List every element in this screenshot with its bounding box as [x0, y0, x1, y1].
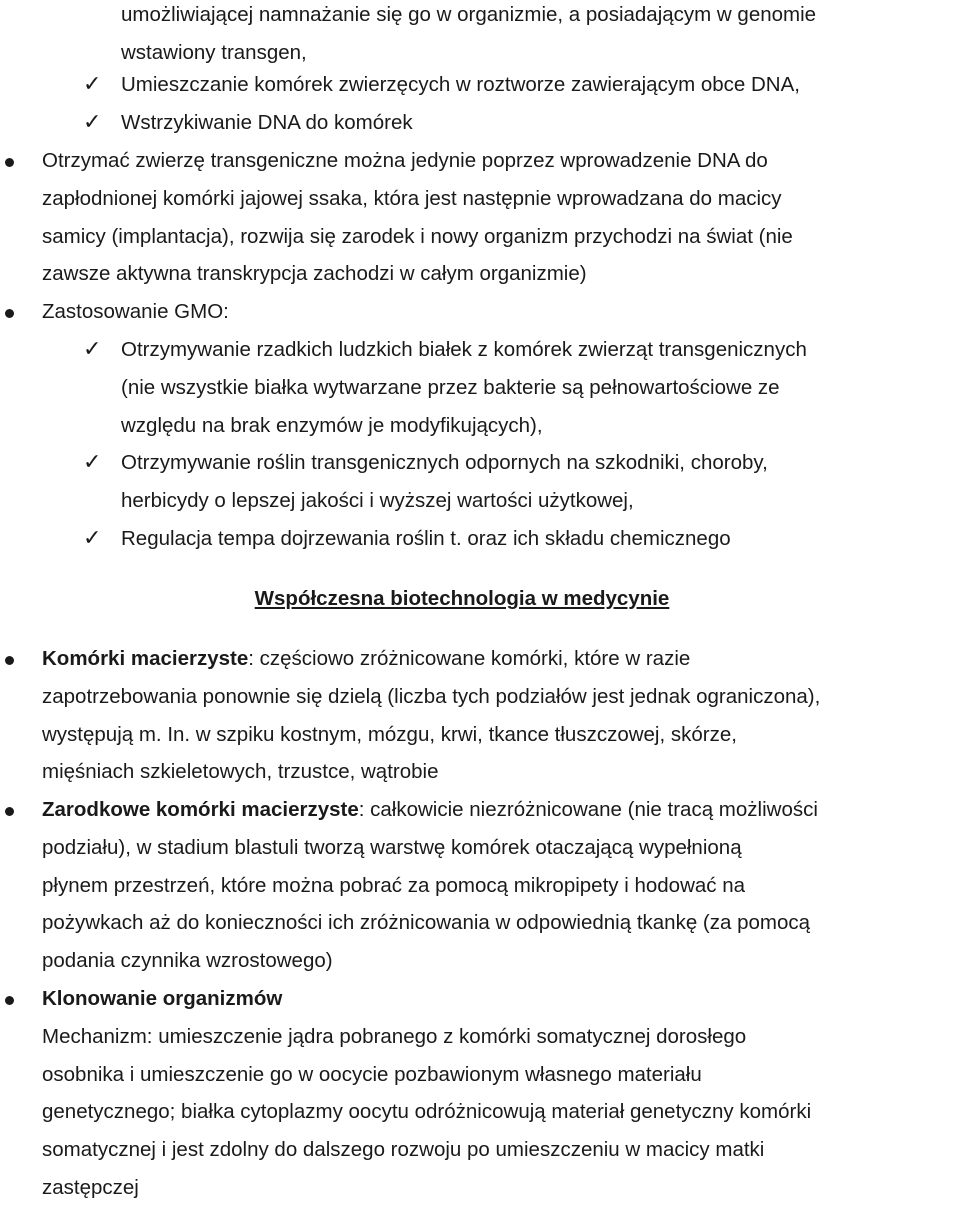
text-line: płynem przestrzeń, które można pobrać za pomocą mikropipety i hodować na: [42, 873, 746, 897]
checklist-item: [121, 104, 413, 142]
text-line: Otrzymywanie roślin transgenicznych odpornych na szkodniki, choroby,: [121, 451, 768, 474]
continuation-paragraph: [121, 0, 816, 72]
checklist-item: [121, 444, 768, 520]
text-line: genetycznego; białka cytoplazmy oocytu odróżnicowują materiał genetyczny komórki: [42, 1100, 812, 1124]
checkmark-icon: ✓: [83, 337, 102, 362]
checklist-item: [121, 331, 807, 444]
text-line: [42, 640, 820, 678]
text-line: zawsze aktywna transkrypcja zachodzi w całym organizmie): [42, 262, 587, 286]
bullet-paragraph-embryonic-stem-cells: [42, 791, 818, 980]
term-bold: Klonowanie organizmów: [42, 987, 283, 1010]
text-line: podziału), w stadium blastuli tworzą warstwę komórek otaczającą wypełnioną: [42, 835, 742, 859]
text-line: zastępczej: [42, 1175, 139, 1199]
text-line: względu na brak enzymów je modyfikujących),: [121, 413, 543, 437]
term-bold: Zarodkowe komórki macierzyste: [42, 798, 359, 821]
text-line: Mechanizm: umieszczenie jądra pobranego z komórki somatycznej dorosłego: [42, 1024, 747, 1048]
text-line: pożywkach aż do konieczności ich zróżnicowania w odpowiednią tkankę (za pomocą: [42, 911, 811, 935]
checkmark-icon: ✓: [83, 72, 102, 97]
text-line: samicy (implantacja), rozwija się zarodek i nowy organizm przychodzi na świat (nie: [42, 224, 793, 248]
text-line: wstawiony transgen,: [121, 40, 307, 64]
text-line: Zastosowanie GMO:: [42, 300, 229, 323]
text-line: występują m. In. w szpiku kostnym, mózgu, krwi, tkance tłuszczowej, skórze,: [42, 722, 737, 746]
checklist-item: [121, 66, 800, 104]
text-line: zapotrzebowania ponownie się dzielą (liczba tych podziałów jest jednak ograniczona),: [42, 684, 821, 708]
bullet-icon: [5, 158, 14, 167]
text-line: Regulacja tempa dojrzewania roślin t. oraz ich składu chemicznego: [121, 527, 731, 550]
text-line: Umieszczanie komórek zwierzęcych w roztworze zawierającym obce DNA,: [121, 73, 800, 96]
bullet-icon: [5, 309, 14, 318]
checkmark-icon: ✓: [83, 450, 102, 475]
text-line: podania czynnika wzrostowego): [42, 949, 333, 973]
text-line: osobnika i umieszczenie go w oocycie pozbawionym własnego materiału: [42, 1062, 702, 1086]
checkmark-icon: ✓: [83, 110, 102, 135]
checklist-item: [121, 520, 731, 558]
section-heading: Współczesna biotechnologia w medycynie: [254, 587, 670, 610]
text-line: somatycznej i jest zdolny do dalszego rozwoju po umieszczeniu w macicy matki: [42, 1138, 765, 1162]
text-line: [42, 980, 811, 1018]
text-line: mięśniach szkieletowych, trzustce, wątrobie: [42, 760, 439, 784]
text-span: : częściowo zróżnicowane komórki, które w razie: [248, 647, 691, 670]
text-line: [42, 791, 818, 829]
bullet-paragraph-transgenic: [42, 142, 793, 293]
bullet-icon: [5, 807, 14, 816]
bullet-icon: [5, 656, 14, 665]
text-line: Wstrzykiwanie DNA do komórek: [121, 111, 413, 134]
text-span: : całkowicie niezróżnicowane (nie tracą możliwości: [358, 798, 818, 821]
text-line: Otrzymywanie rzadkich ludzkich białek z komórek zwierząt transgenicznych: [121, 338, 807, 361]
text-line: Otrzymać zwierzę transgeniczne można jedynie poprzez wprowadzenie DNA do: [42, 149, 768, 172]
bullet-paragraph-stem-cells: [42, 640, 820, 791]
text-line: zapłodnionej komórki jajowej ssaka, która jest następnie wprowadzana do macicy: [42, 186, 782, 210]
text-line: (nie wszystkie białka wytwarzane przez bakterie są pełnowartościowe ze: [121, 375, 780, 399]
checkmark-icon: ✓: [83, 526, 102, 551]
bullet-paragraph-gmo: [42, 293, 229, 331]
text-line: herbicydy o lepszej jakości i wyższej wartości użytkowej,: [121, 488, 634, 512]
text-line: umożliwiającej namnażanie się go w organizmie, a posiadającym w genomie: [121, 3, 817, 26]
term-bold: Komórki macierzyste: [42, 647, 249, 670]
bullet-icon: [5, 996, 14, 1005]
bullet-paragraph-cloning: [42, 980, 811, 1207]
